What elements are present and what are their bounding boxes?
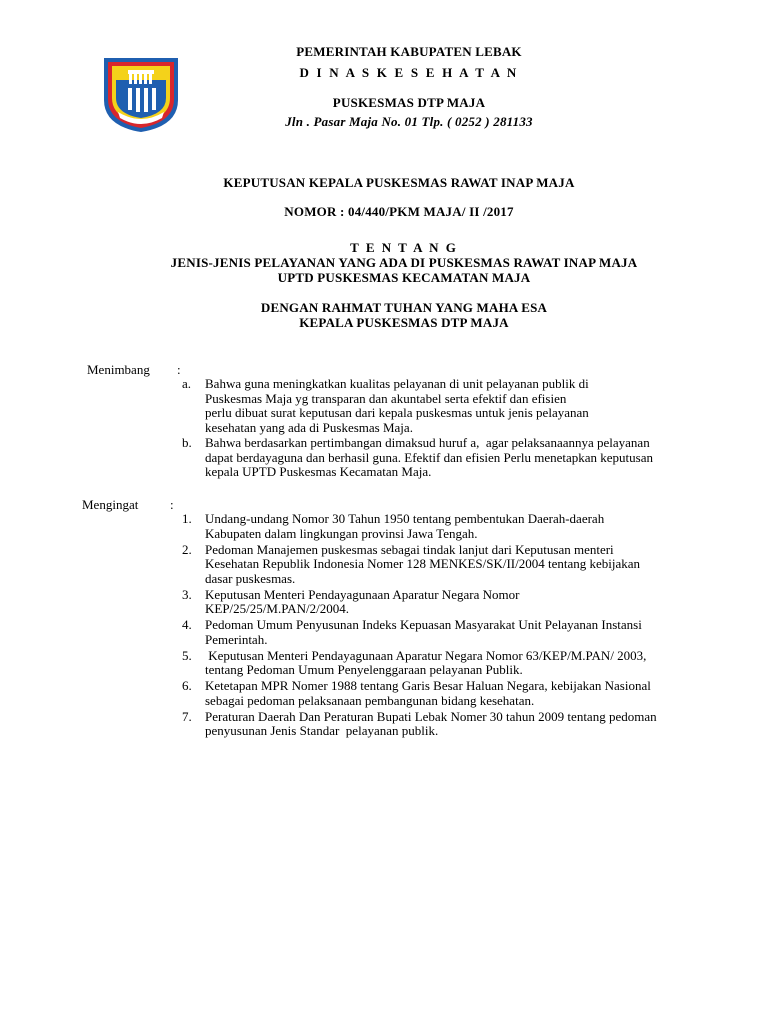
list-item-line: Kabupaten dalam lingkungan provinsi Jawa Tengah. [205, 525, 478, 541]
mengingat-label: Mengingat [82, 497, 139, 512]
list-item-marker: b. [182, 435, 192, 450]
list-item-line: kesehatan yang ada di Puskesmas Maja. [205, 419, 413, 435]
list-item-line: penyusunan Jenis Standar pelayanan publik. [205, 723, 439, 738]
list-item-marker: 5. [182, 647, 192, 663]
list-item-line: sebagai pedoman pelaksanaan pembangunan bidang kesehatan. [205, 692, 535, 708]
decree-number: NOMOR : 04/440/PKM MAJA/ II /2017 [284, 204, 514, 219]
list-item-marker: 2. [182, 541, 192, 557]
department-name: D I N A S K E S E H A T A N [299, 65, 519, 80]
list-item-line: KEP/25/25/M.PAN/2/2004. [205, 601, 349, 616]
list-item-marker: a. [182, 376, 192, 391]
list-item-line: Kesehatan Republik Indonesia Nomer 128 MENKES/SK/II/2004 tentang kebijakan [205, 556, 641, 571]
list-item-line: Pedoman Umum Penyusunan Indeks Kepuasan Masyarakat Unit Pelayanan Instansi [205, 617, 642, 632]
list-item-marker: 1. [182, 511, 192, 526]
list-item-line: Bahwa guna meningkatkan kualitas pelayanan di unit pelayanan publik di [205, 376, 589, 391]
list-item-line: tentang Pedoman Umum Penyelenggaraan pelayanan Publik. [205, 662, 523, 677]
list-item-line: Ketetapan MPR Nomer 1988 tentang Garis Besar Haluan Negara, kebijakan Nasional [205, 678, 651, 693]
list-item-line: Keputusan Menteri Pendayagunaan Aparatur Negara Nomor [205, 586, 520, 602]
list-item-line: Peraturan Daerah Dan Peraturan Bupati Lebak Nomer 30 tahun 2009 tentang pedoman [205, 708, 657, 724]
subject-line-2: UPTD PUSKESMAS KECAMATAN MAJA [277, 270, 531, 285]
list-item-line: dasar puskesmas. [205, 570, 296, 586]
list-item-line: dapat berdayaguna dan berhasil guna. Efektif dan efisien Perlu menetapkan keputusan [205, 449, 653, 465]
list-item-line: perlu dibuat surat keputusan dari kepala puskesmas untuk jenis pelayanan [205, 405, 589, 420]
blessing-line: DENGAN RAHMAT TUHAN YANG MAHA ESA [260, 300, 548, 315]
list-item-line: Undang-undang Nomor 30 Tahun 1950 tentang pembentukan Daerah-daerah [205, 511, 605, 526]
official-line: KEPALA PUSKESMAS DTP MAJA [299, 315, 509, 330]
list-item-line: Pedoman Manajemen puskesmas sebagai tindak lanjut dari Keputusan menteri [205, 541, 614, 557]
list-item-line: Pemerintah. [205, 631, 268, 647]
list-item-line: Bahwa berdasarkan pertimbangan dimaksud huruf a, agar pelaksanaannya pelayanan [205, 435, 650, 450]
mengingat-colon: : [170, 497, 174, 512]
list-item-marker: 3. [182, 586, 192, 602]
list-item-line: kepala UPTD Puskesmas Kecamatan Maja. [205, 464, 432, 479]
list-item-line: Keputusan Menteri Pendayagunaan Aparatur Negara Nomor 63/KEP/M.PAN/ 2003, [205, 647, 647, 663]
list-item-line: Puskesmas Maja yg transparan dan akuntabel serta efektif dan efisien [205, 390, 567, 406]
government-name: PEMERINTAH KABUPATEN LEBAK [296, 44, 522, 59]
decree-title: KEPUTUSAN KEPALA PUSKESMAS RAWAT INAP MAJA [223, 175, 575, 190]
subject-line-1: JENIS-JENIS PELAYANAN YANG ADA DI PUSKESMAS RAWAT INAP MAJA [170, 255, 638, 270]
list-item-marker: 6. [182, 678, 192, 693]
address-line: Jln . Pasar Maja No. 01 Tlp. ( 0252 ) 281133 [285, 114, 533, 129]
menimbang-label: Menimbang [87, 362, 150, 377]
list-item-marker: 7. [182, 708, 192, 724]
about-heading: T E N T A N G [350, 240, 458, 255]
list-item-marker: 4. [182, 617, 192, 632]
unit-name: PUSKESMAS DTP MAJA [332, 95, 486, 110]
menimbang-colon: : [177, 362, 181, 377]
